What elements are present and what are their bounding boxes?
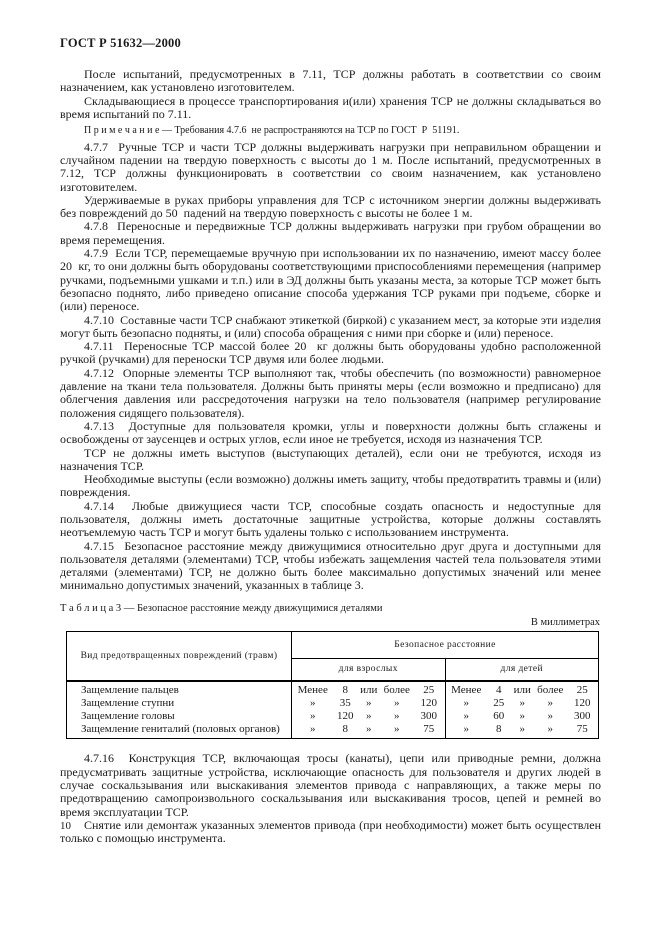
table-value-row [446, 710, 599, 723]
table-header-children: для детей [445, 658, 599, 681]
table-cell-token: » [519, 709, 525, 722]
table-value-row [292, 684, 445, 697]
paragraph: Удерживаемые в руках приборы управления для ТСР с источником энергии должны выдерживать без повреждений до 50 падений на твердую поверхность с высоты не более 1 м. [60, 192, 601, 221]
table-cell-token: более [383, 683, 410, 696]
table-cell-token: » [547, 709, 553, 722]
paragraph: 4.7.16 Конструкция ТСР, включающая тросы (канаты), цепи или приводные ремни, должна предусматривать защитные устройства, исключающие опасность для пользователя и других людей в случае соскальзывания или выскакивания элементов привода с направляющих, а также меры по предотвращению самопроизвольного соскальзывания или выскакивания тросов, цепей и ремней во время эксплуатации ТСР. [60, 751, 601, 819]
table-cell-token: 120 [420, 696, 437, 709]
paragraph: ТСР не должны иметь выступов (выступающих деталей), если они не требуются, исходя из назначения ТСР. [60, 445, 601, 473]
paragraph: 4.7.13 Доступные для пользователя кромки, углы и поверхности должны быть сглажены и освобождены от заусенцев и острых углов, если иное не требуется, исходя из назначения ТСР. [60, 418, 601, 447]
table-header-group: Безопасное расстояние [292, 631, 599, 658]
table-caption-label: Т а б л и ц а 3 [60, 602, 122, 614]
table-cell-token: 25 [423, 683, 435, 696]
table-cell-token: » [463, 696, 469, 709]
paragraph: 4.7.9 Если ТСР, перемещаемые вручную при использовании их по назначению, имеют массу более 20 кг, то они должны быть оборудованы соответствующими приспособлениями перемещения (например ручками, подъемными ушками и т.п.) или в ЭД должны быть указаны места, за которые ТСР может быть безопасно поднято, либо приведено описание способа удержания ТСР руками при подъеме, сборке и (или) переносе. [60, 246, 601, 314]
table-value-row [446, 723, 599, 736]
table-cell-token: » [366, 722, 372, 735]
note-label: П р и м е ч а н и е [84, 125, 160, 137]
table-cell-token: » [366, 696, 372, 709]
table-caption [60, 603, 601, 615]
table-cell-token: » [394, 696, 400, 709]
table-caption-text: — Безопасное расстояние между движущимися деталями [123, 602, 383, 614]
table-cell-token: 300 [420, 709, 437, 722]
table-cell-token: или [360, 683, 378, 696]
table-cell-token: » [394, 722, 400, 735]
table-cell-token: более [537, 683, 564, 696]
table-cell-token: 300 [574, 709, 591, 722]
table-cell-token: 60 [493, 709, 505, 722]
table-row-label: Защемление головы [81, 709, 175, 722]
table-cell-token: 120 [337, 709, 354, 722]
table-cell-token: » [547, 722, 553, 735]
table-cell-token: » [366, 709, 372, 722]
table-cell-token: 120 [574, 696, 591, 709]
table-cell-token: 4 [496, 683, 502, 696]
paragraph: 4.7.15 Безопасное расстояние между движущимися относительно друг друга и доступными для пользователя деталями (элементами) ТСР, чтобы избежать защемления частей тела пользователя этими деталями (элементами) ТСР, не должно быть более максимально допустимых значений или менее минимально допустимых значений, указанных в таблице 3. [60, 538, 601, 593]
paragraph: 4.7.7 Ручные ТСР и части ТСР должны выдерживать нагрузки при неправильном обращении и случайном падении на твердую поверхность с высоты до 1 м. После испытаний, предусмотренных в 7.12, ТСР должны функционировать в соответствии со своим назначением, как установлено изготовителем. [60, 139, 601, 194]
table-cell-token: 8 [342, 683, 348, 696]
table-cell-token: » [310, 696, 316, 709]
table-column-adults-values [292, 681, 446, 739]
table-cell-token: » [463, 722, 469, 735]
paragraph: 4.7.14 Любые движущиеся части ТСР, способные создать опасность и недоступные для пользователя, должны иметь достаточные защитные устройства, которые должны составлять неотъемлемую часть ТСР и могут быть удалены только с использованием инструмента. [60, 498, 601, 540]
table-cell-token: 25 [576, 683, 588, 696]
table-cell-token: » [547, 696, 553, 709]
paragraph: 4.7.11 Переносные ТСР массой более 20 кг должны быть оборудованы удобно расположенной ручкой (ручками) для переноски ТСР двумя или более людьми. [60, 339, 601, 367]
table-column-children-values [445, 681, 599, 739]
paragraph: После испытаний, предусмотренных в 7.11, ТСР должны работать в соответствии со своим назначением, как установлено изготовителем. [60, 67, 601, 95]
table-cell-token: 25 [493, 696, 505, 709]
table-cell-token: 75 [423, 722, 435, 735]
table-header-adults: для взрослых [292, 658, 446, 681]
table-units-note: В миллиметрах [530, 616, 600, 628]
paragraph: 4.7.12 Опорные элементы ТСР выполняют так, чтобы обеспечить (по возможности) равномерное давление на ткани тела пользователя. Должны быть приняты меры (если возможно и предписано) для облегчения давления или рассредоточения нагрузки на тело пользователя (например регулирование положения сидящего пользователя). [60, 365, 601, 420]
table-row-label: Защемление ступни [81, 696, 175, 709]
table-value-row [292, 710, 445, 723]
table-value-row [446, 684, 599, 697]
table-cell-token: » [310, 709, 316, 722]
paragraph: Снятие или демонтаж указанных элементов привода (при необходимости) может быть осуществлен только с помощью инструмента. [60, 817, 601, 846]
table-header-injury-type: Вид предотвращенных повреждений (травм) [67, 631, 292, 681]
table-cell-token: 8 [496, 722, 502, 735]
table-cell-token: » [519, 696, 525, 709]
safety-distance-table [66, 631, 599, 740]
table-cell-token: Менее [451, 683, 482, 696]
table-cell-token: 75 [576, 722, 588, 735]
table-cell-token: Менее [297, 683, 328, 696]
document-number: ГОСТ Р 51632—2000 [60, 36, 181, 50]
table-value-row [292, 697, 445, 710]
table-cell-token: » [310, 722, 316, 735]
page-number: 10 [60, 820, 71, 832]
table-cell-token: 8 [342, 722, 348, 735]
table-value-row [446, 697, 599, 710]
note-text: — Требования 4.7.6 не распространяются на ТСР по ГОСТ Р 51191. [161, 125, 460, 137]
table-cell-token: » [394, 709, 400, 722]
table-cell-token: или [513, 683, 531, 696]
paragraph: 4.7.10 Составные части ТСР снабжают этикеткой (биркой) с указанием мест, за которые эти изделия могут быть безопасно подняты, и (или) способа обращения с ними при сборке и (или) переносе. [60, 312, 601, 340]
paragraph: 4.7.8 Переносные и передвижные ТСР должны выдерживать нагрузки при грубом обращении во время перемещения. [60, 219, 601, 247]
document-body [60, 68, 601, 845]
table-cell-token: » [463, 709, 469, 722]
paragraph: Необходимые выступы (если возможно) должны иметь защиту, чтобы предотвратить травмы и (или) повреждения. [60, 472, 601, 500]
table-cell-token: » [519, 722, 525, 735]
note-paragraph [60, 125, 601, 138]
paragraph: Складывающиеся в процессе транспортирования и(или) хранения ТСР не должны складываться во время испытаний по 7.11. [60, 93, 601, 121]
table-column-injury-labels [67, 681, 292, 739]
table-value-row [292, 723, 445, 736]
table-cell-token: 35 [339, 696, 351, 709]
table-row-label: Защемление пальцев [81, 683, 179, 696]
table-row-label: Защемление гениталий (половых органов) [81, 722, 280, 735]
